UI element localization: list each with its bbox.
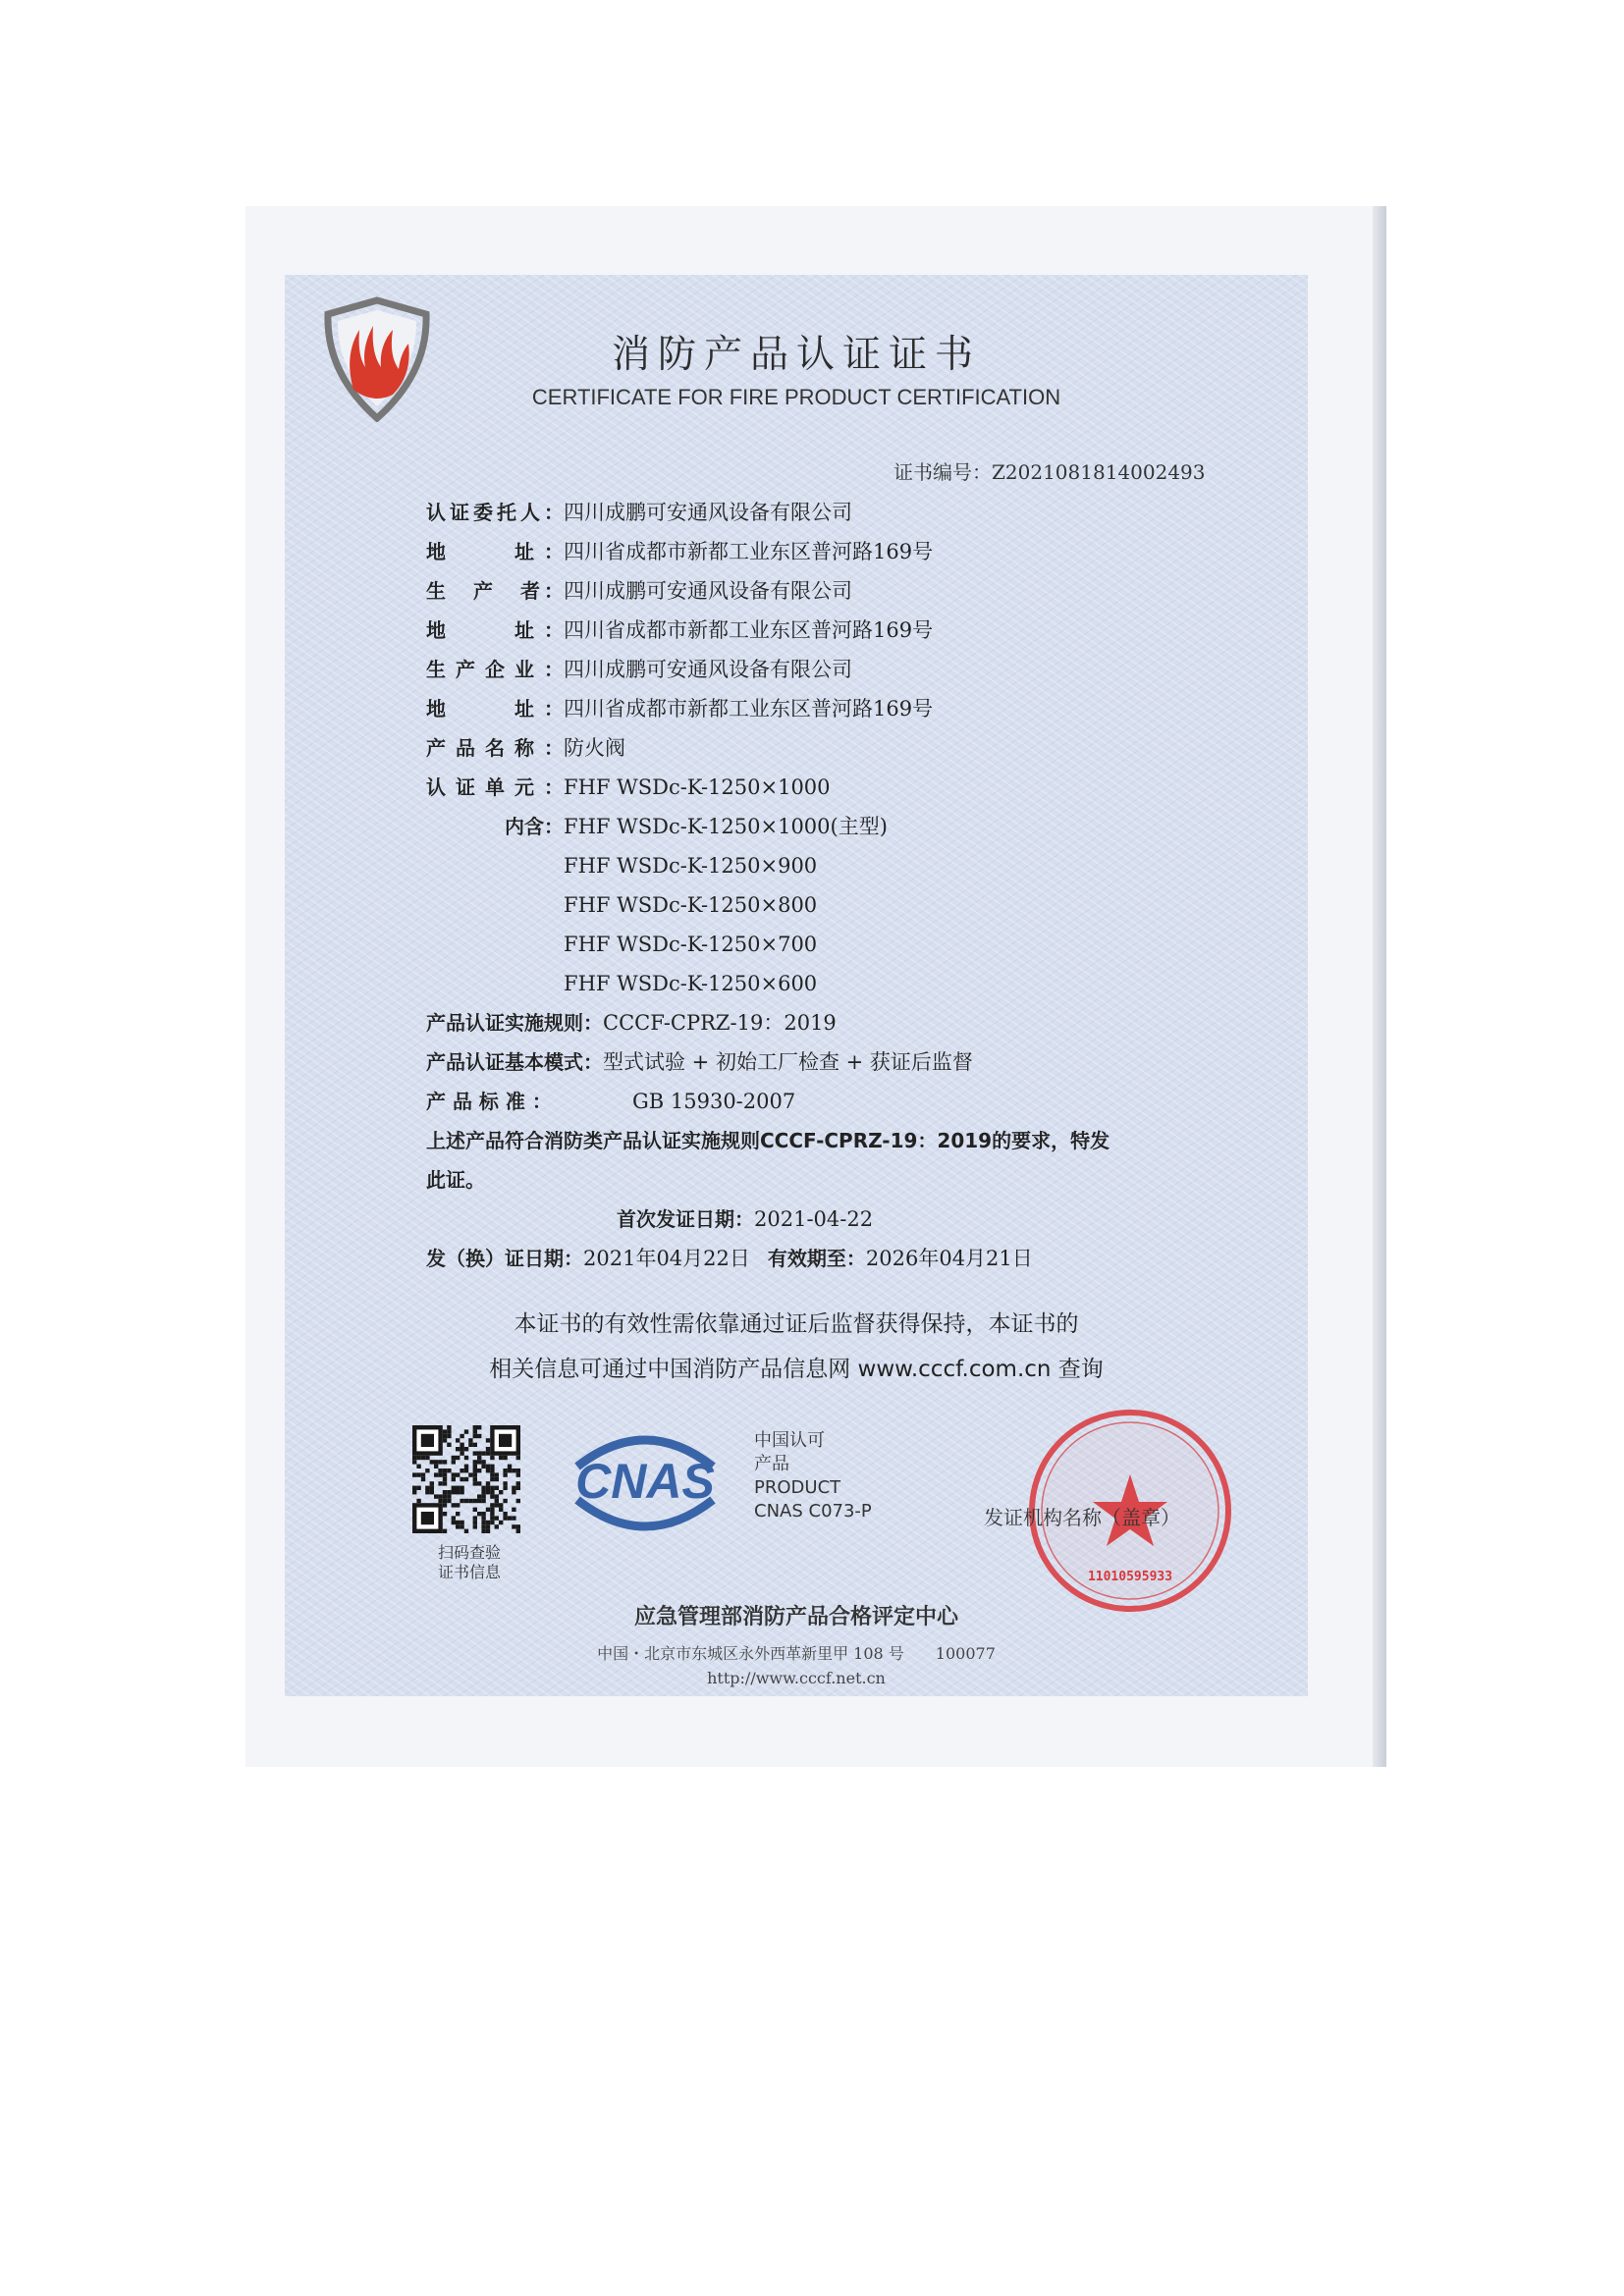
model-row [426, 885, 1110, 925]
declaration-line: 此证。 [426, 1168, 485, 1192]
model-row [426, 846, 1110, 885]
issuer-label: 发证机构名称（盖章） [984, 1506, 1180, 1529]
standard-label: 产 品 标 准 ： [426, 1090, 552, 1113]
mode-label: 产品认证基本模式： [426, 1050, 603, 1074]
title-chinese: 消防产品认证证书 [611, 333, 981, 377]
model-row [426, 807, 1110, 846]
field-value: 四川省成都市新都工业东区普河路169号 [564, 618, 934, 642]
model-item: FHF WSDc-K-1250×600 [564, 972, 818, 995]
first-issue-row [426, 1200, 1110, 1239]
field-row [426, 611, 1110, 650]
field-row [426, 493, 1110, 532]
issue-date: 2021年04月22日 [583, 1247, 750, 1270]
cnas-logo-icon [558, 1421, 732, 1543]
issue-label: 发（换）证日期： [426, 1247, 583, 1270]
qr-caption: 扫码查验 证书信息 [437, 1543, 501, 1581]
standard-row [426, 1082, 1110, 1121]
field-label: 认证委托人： [426, 501, 564, 524]
issue-row [426, 1239, 1110, 1278]
model-item: FHF WSDc-K-1250×900 [564, 854, 818, 878]
field-label: 生产企业： [426, 658, 564, 681]
statement-line: 本证书的有效性需依靠通过证后监督获得保持，本证书的 [514, 1311, 1079, 1337]
first-issue-date: 2021-04-22 [754, 1207, 874, 1231]
field-value: 四川成鹏可安通风设备有限公司 [564, 501, 852, 524]
declaration-line: 上述产品符合消防类产品认证实施规则CCCF-CPRZ-19：2019的要求，特发 [426, 1129, 1110, 1152]
model-item: FHF WSDc-K-1250×700 [564, 933, 818, 956]
valid-label: 有效期至： [767, 1247, 866, 1270]
rule-value: CCCF-CPRZ-19：2019 [603, 1011, 837, 1035]
field-row [426, 728, 1110, 768]
validity-statement [285, 1302, 1308, 1392]
model-item: FHF WSDc-K-1250×800 [564, 893, 818, 917]
field-label: 认证单元： [426, 775, 564, 799]
field-value: 四川省成都市新都工业东区普河路169号 [564, 697, 934, 721]
scan-edge [1373, 206, 1386, 1767]
field-label: 生 产 者： [426, 579, 564, 603]
rule-row [426, 1003, 1110, 1042]
organization-address: 中国・北京市东城区永外西革新里甲 108 号 100077 [597, 1644, 996, 1663]
field-value: FHF WSDc-K-1250×1000 [564, 775, 831, 799]
field-value: 四川省成都市新都工业东区普河路169号 [564, 540, 934, 563]
standard-value: GB 15930-2007 [632, 1090, 796, 1113]
mode-row [426, 1042, 1110, 1082]
field-row [426, 768, 1110, 807]
field-row [426, 532, 1110, 571]
qr-code-icon [412, 1425, 520, 1533]
valid-date: 2026年04月21日 [865, 1247, 1033, 1270]
statement-line: 相关信息可通过中国消防产品信息网 www.cccf.com.cn 查询 [489, 1357, 1104, 1382]
title-english: CERTIFICATE FOR FIRE PRODUCT CERTIFICATION [531, 385, 1061, 409]
field-value: 四川成鹏可安通风设备有限公司 [564, 658, 852, 681]
field-row [426, 571, 1110, 611]
rule-label: 产品认证实施规则： [426, 1011, 603, 1035]
cnas-accreditation-text: 中国认可 产品 PRODUCT CNAS C073-P [754, 1430, 872, 1522]
field-label: 产品名称： [426, 736, 564, 760]
seal-number: 11010595933 [1087, 1570, 1173, 1584]
field-row [426, 650, 1110, 689]
certificate-fields [426, 493, 1110, 1278]
field-label: 地 址： [426, 540, 564, 563]
model-item: FHF WSDc-K-1250×1000(主型) [564, 815, 888, 838]
certificate-number: 证书编号：Z2021081814002493 [893, 460, 1206, 484]
field-row [426, 689, 1110, 728]
field-value: 防火阀 [564, 736, 625, 760]
first-issue-label: 首次发证日期： [617, 1207, 754, 1231]
cnas-logo-text: CNAS [575, 1454, 715, 1509]
contains-label: 内含： [505, 815, 564, 838]
certificate-sheet [285, 275, 1308, 1696]
issuing-organization: 应急管理部消防产品合格评定中心 [633, 1605, 958, 1629]
organization-url: http://www.cccf.net.cn [707, 1669, 886, 1687]
model-row [426, 925, 1110, 964]
field-label: 地 址： [426, 697, 564, 721]
field-value: 四川成鹏可安通风设备有限公司 [564, 579, 852, 603]
field-label: 地 址： [426, 618, 564, 642]
mode-value: 型式试验 + 初始工厂检查 + 获证后监督 [603, 1050, 973, 1074]
model-row [426, 964, 1110, 1003]
